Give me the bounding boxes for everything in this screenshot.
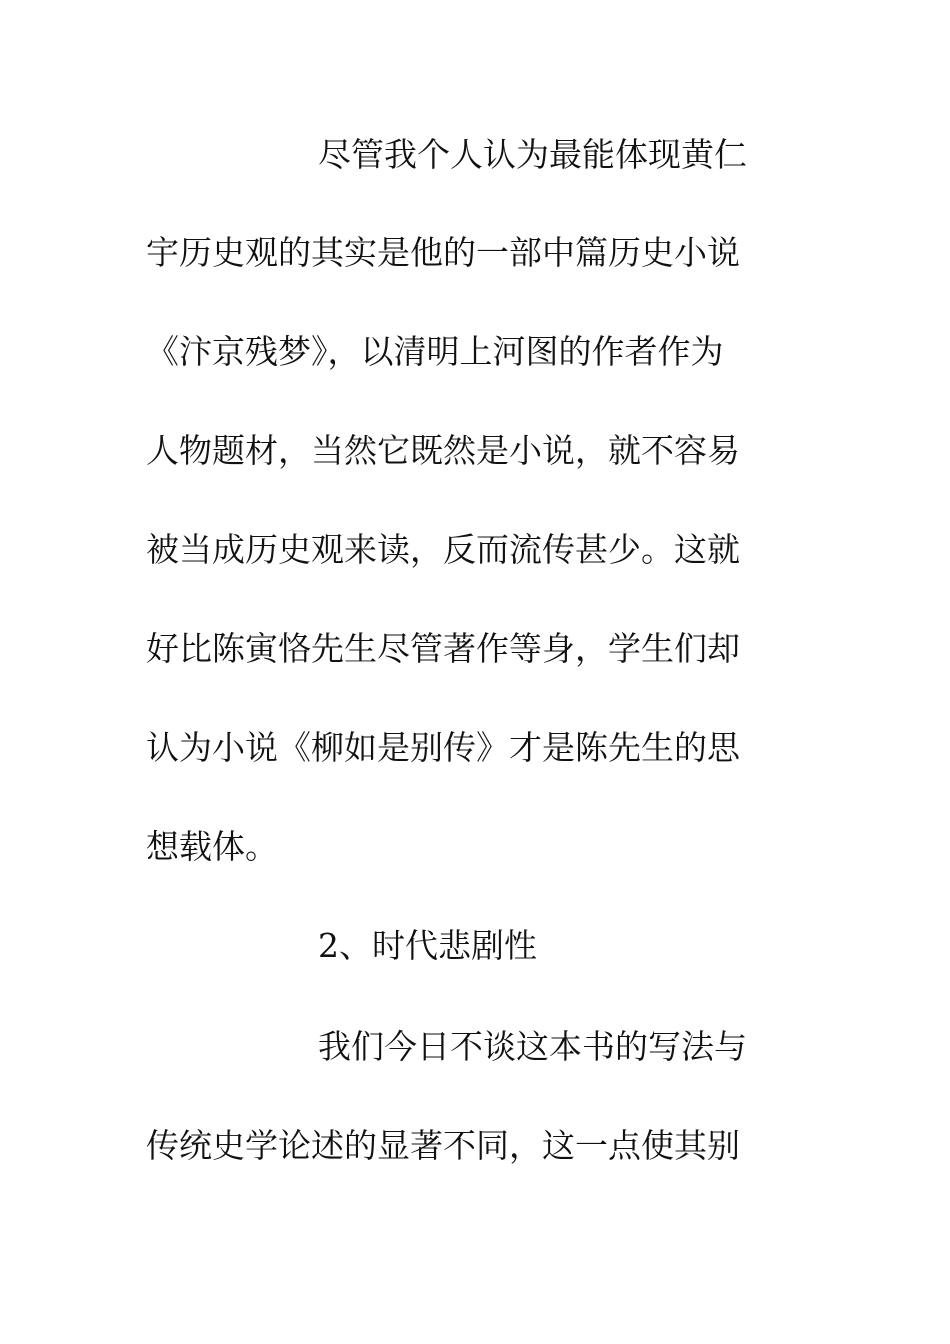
paragraph-line: 我们今日不谈这本书的写法与	[318, 1027, 747, 1066]
paragraph-line: 宇历史观的其实是他的一部中篇历史小说	[146, 233, 740, 272]
paragraph-line: 认为小说《柳如是别传》才是陈先生的思	[146, 728, 740, 767]
paragraph-line: 想载体。	[146, 827, 278, 866]
paragraph-line: 《汴京残梦》，以清明上河图的作者作为	[146, 332, 724, 371]
paragraph-line: 人物题材，当然它既然是小说，就不容易	[146, 431, 740, 470]
section-heading: 2、时代悲剧性	[318, 926, 537, 965]
paragraph-line: 传统史学论述的显著不同，这一点使其别	[146, 1126, 740, 1165]
paragraph-line: 被当成历史观来读，反而流传甚少。这就	[146, 530, 740, 569]
paragraph-line: 好比陈寅恪先生尽管著作等身，学生们却	[146, 629, 740, 668]
paragraph-line: 尽管我个人认为最能体现黄仁	[318, 135, 747, 174]
